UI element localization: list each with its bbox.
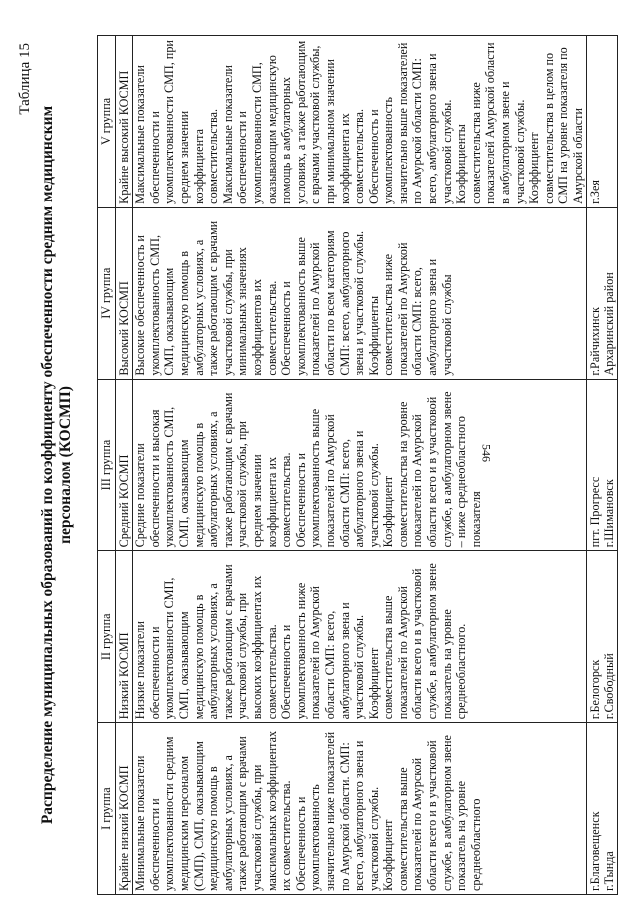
group-towns [586, 551, 617, 723]
group-description: Низкие показатели обеспеченности и укомплектованности СМП, СМП, оказывающим медицинскую помощь в амбулаторных условиях, а также работающим с врачами участковой службы, при высоких коэффициентах их совместительства. Обеспеченность и укомплектованность ниже показателей по Амурской области СМП: всего, амбулаторного звена и участковой службы. Коэффициент совместительства выше показателей по Амурской области всего и в участковой службе, в амбулаторном звене показатель на уровне среднеобластного. [133, 551, 586, 723]
town-name: пгт. Прогресс [587, 476, 602, 548]
group-towns [586, 36, 617, 208]
group-towns [586, 379, 617, 551]
level-row [115, 36, 133, 895]
town-name: г.Свободный [601, 653, 616, 720]
group-header: IV группа [98, 207, 116, 379]
group-description: Высокие обеспеченность и укомплектованность СМП, СМП, оказывающим медицинскую помощь в амбулаторных условиях, а также работающим с врачами участковой службы, при минимальных значениях коэффициентов их совместительства. Обеспеченность и укомплектованность выше показателей по Амурской области по всем категориям СМП: всего, амбулаторного звена и участковой службы. Коэффициенты совместительства ниже показателей по Амурской области СМП: всего, амбулаторного звена и участковой службы [133, 207, 586, 379]
group-level: Средний КОСМП [115, 379, 133, 551]
town-name: г.Шимановск [601, 479, 616, 548]
description-row [133, 36, 586, 895]
town-name: г.Тында [601, 851, 616, 891]
group-level: Крайне низкий КОСМП [115, 723, 133, 895]
group-header: II группа [98, 551, 116, 723]
town-name: г.Белогорск [587, 659, 602, 720]
town-name: г.Зея [587, 180, 602, 204]
group-header: I группа [98, 723, 116, 895]
table-label: Таблица 15 [17, 43, 33, 115]
group-header: V группа [98, 36, 116, 208]
table-title: Распределение муниципальных образований по коэффициенту обеспеченности средним медицинским персоналом (КОСМП) [39, 105, 74, 825]
group-description: Средние показатели обеспеченности и высокая укомплектованность СМП, СМП, оказывающим медицинскую помощь в амбулаторных условиях, а также работающим с врачами участковой службы, при среднем значении коэффициента их совместительства. Обеспеченность и укомплектованность выше показателей по Амурской области СМП: всего, амбулаторного звена и участковой службы. Коэффициент совместительства на уровне показателей по Амурской области всего и в участковой службе, в амбулаторном звене – ниже среднеобластного показателя [133, 379, 586, 551]
group-header-row [98, 36, 116, 895]
town-name: г.Благовещенск [587, 811, 602, 891]
page-number: 546 [479, 444, 494, 462]
group-level: Высокий КОСМП [115, 207, 133, 379]
group-towns [586, 723, 617, 895]
group-towns [586, 207, 617, 379]
group-level: Низкий КОСМП [115, 551, 133, 723]
group-description: Максимальные показатели обеспеченности и укомплектованности СМП, при среднем значении коэффициента совместительства. Максимальные показатели обеспеченности и укомплектованности СМП, оказывающим медицинскую помощь в амбулаторных условиях, а также работающим с врачами участковой службы, при минимальном значении коэффициента их совместительства. Обеспеченность и укомплектованность значительно выше показателей по Амурской области СМП: всего, амбулаторного звена и участковой службы. Коэффициенты совместительства ниже показателей Амурской области в амбулаторном звене и участковой службы. Коэффициент совместительства в целом по СМП на уровне показателя по Амурской области [133, 36, 586, 208]
group-level: Крайне высокий КОСМП [115, 36, 133, 208]
towns-row [586, 36, 617, 895]
group-header: III группа [98, 379, 116, 551]
group-description: Минимальные показатели обеспеченности и укомплектованности средним медицинским персоналом (СМП), СМП, оказывающим медицинскую помощь в амбулаторных условиях, а также работающим с врачами участковой службы, при максимальных коэффициентах их совместительства. Обеспеченность и укомплектованность значительно ниже показателей по Амурской области. СМП: всего, амбулаторного звена и участковой службы. Коэффициент совместительства выше показателей по Амурской области всего и в участковой службе, в амбулаторном звене показатель на уровне среднеобластного [133, 723, 586, 895]
distribution-table [97, 35, 618, 895]
town-name: г.Райчихинск [587, 307, 602, 376]
town-name: Архаринский район [601, 272, 616, 376]
rotated-page-content [17, 35, 627, 895]
